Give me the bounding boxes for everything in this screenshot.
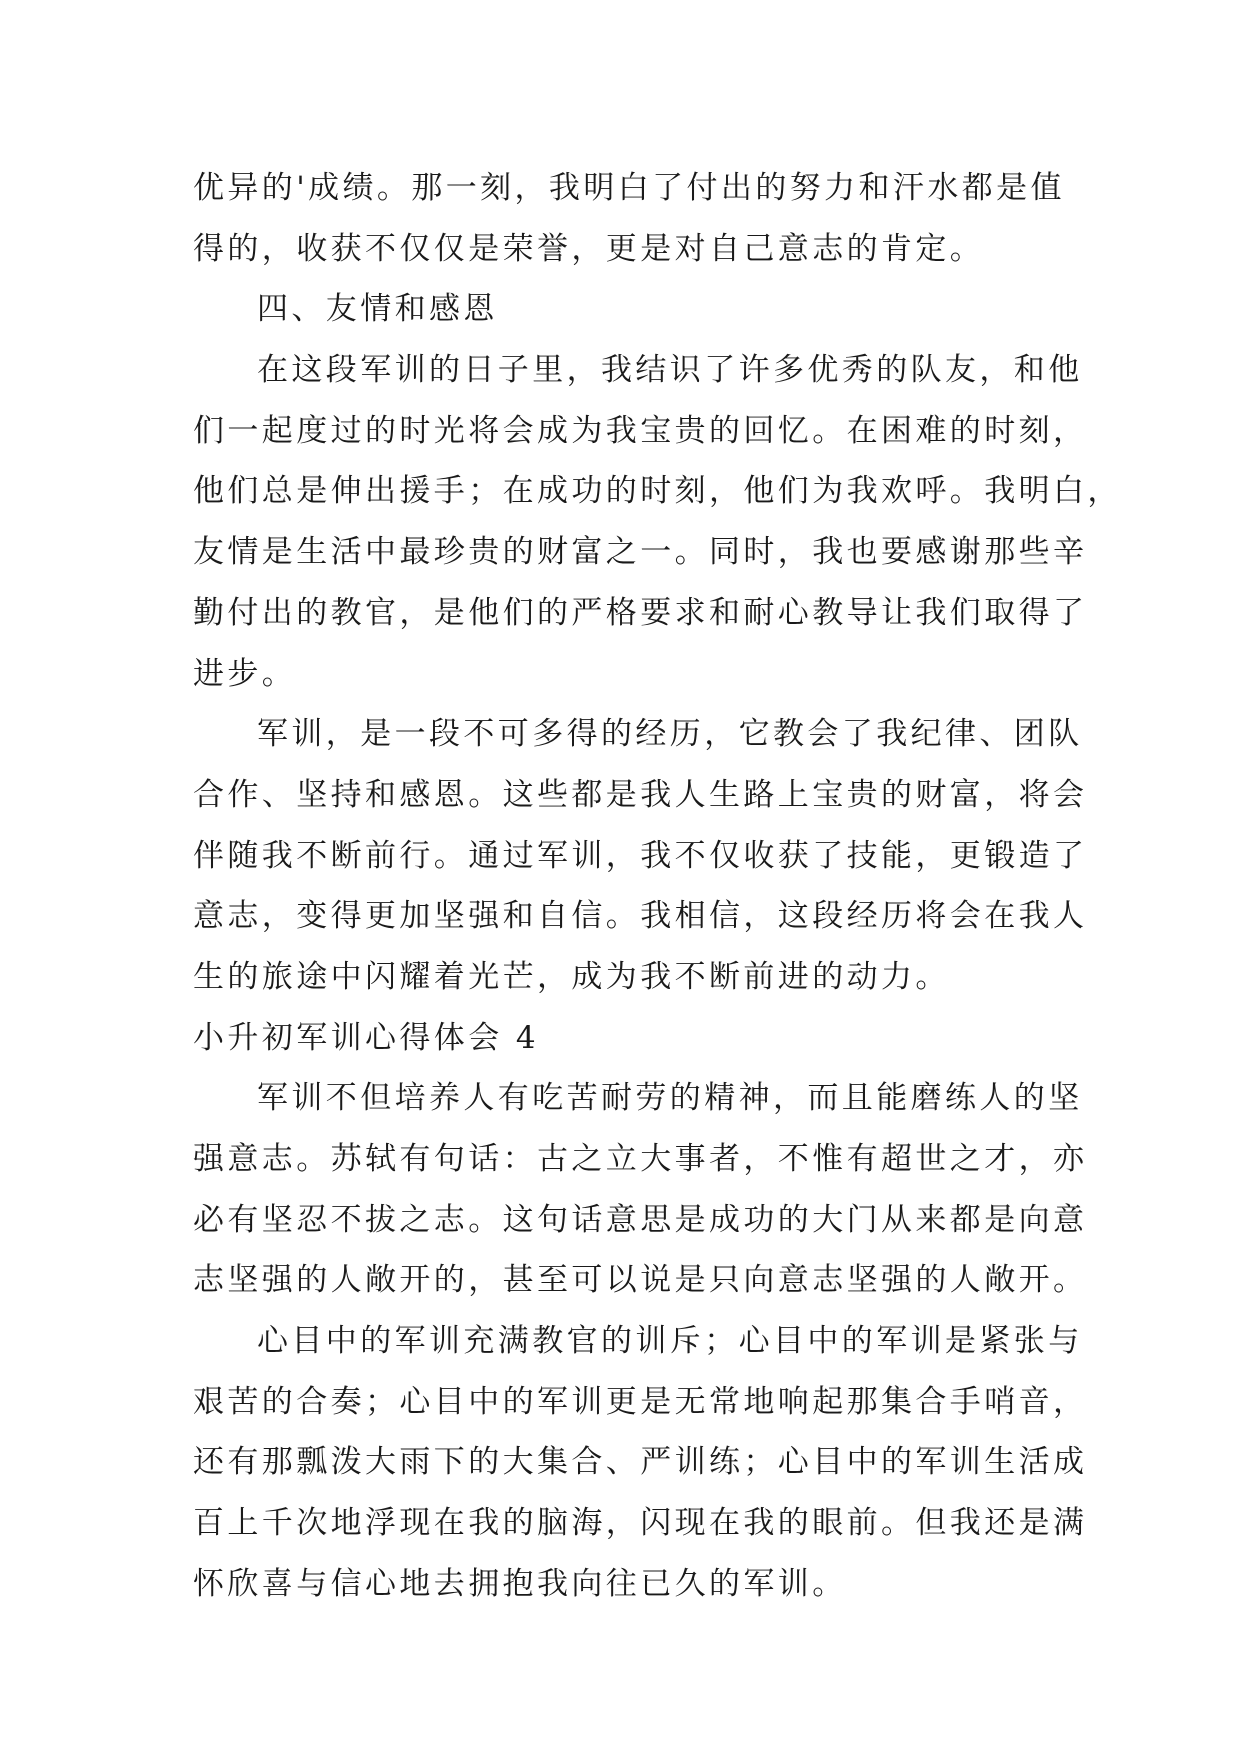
text-line: 合作、坚持和感恩。这些都是我人生路上宝贵的财富，将会	[193, 776, 1088, 813]
text-line: 勤付出的教官，是他们的严格要求和耐心教导让我们取得了	[193, 594, 1088, 631]
text-line: 还有那瓢泼大雨下的大集合、严训练；心目中的军训生活成	[193, 1444, 1088, 1481]
text-line: 强意志。苏轼有句话：古之立大事者，不惟有超世之才，亦	[193, 1141, 1088, 1177]
section-heading: 四、友情和感恩	[257, 291, 498, 328]
text-line: 在这段军训的日子里，我结识了许多优秀的队友，和他	[257, 352, 1083, 389]
text-line: 艰苦的合奏；心目中的军训更是无常地响起那集合手哨音，	[193, 1383, 1088, 1420]
text-line: 怀欣喜与信心地去拥抱我向往已久的军训。	[193, 1565, 847, 1602]
text-line: 们一起度过的时光将会成为我宝贵的回忆。在困难的时刻，	[193, 412, 1088, 449]
text-line: 心目中的军训充满教官的训斥；心目中的军训是紧张与	[257, 1323, 1083, 1360]
text-line: 志坚强的人敞开的，甚至可以说是只向意志坚强的人敞开。	[193, 1262, 1088, 1299]
text-line: 进步。	[193, 655, 297, 692]
text-line: 他们总是伸出援手；在成功的时刻，他们为我欢呼。我明白，	[193, 473, 1122, 510]
text-line: 军训不但培养人有吃苦耐劳的精神，而且能磨练人的坚	[257, 1080, 1083, 1117]
text-line: 百上千次地浮现在我的脑海，闪现在我的眼前。但我还是满	[193, 1505, 1088, 1542]
text-line: 优异的'成绩。那一刻，我明白了付出的努力和汗水都是值	[193, 170, 1065, 206]
text-line: 伴随我不断前行。通过军训，我不仅收获了技能，更锻造了	[193, 837, 1088, 874]
text-line: 生的旅途中闪耀着光芒，成为我不断前进的动力。	[193, 958, 950, 995]
text-line: 得的，收获不仅仅是荣誉，更是对自己意志的肯定。	[193, 230, 985, 267]
text-line: 军训，是一段不可多得的经历，它教会了我纪律、团队	[257, 716, 1083, 753]
text-line: 意志，变得更加坚强和自信。我相信，这段经历将会在我人	[193, 898, 1088, 935]
text-line: 友情是生活中最珍贵的财富之一。同时，我也要感谢那些辛	[193, 534, 1088, 571]
text-line: 必有坚忍不拔之志。这句话意思是成功的大门从来都是向意	[193, 1201, 1088, 1238]
document-body	[193, 158, 1122, 1615]
article-title: 小升初军训心得体会 4	[193, 1019, 539, 1056]
